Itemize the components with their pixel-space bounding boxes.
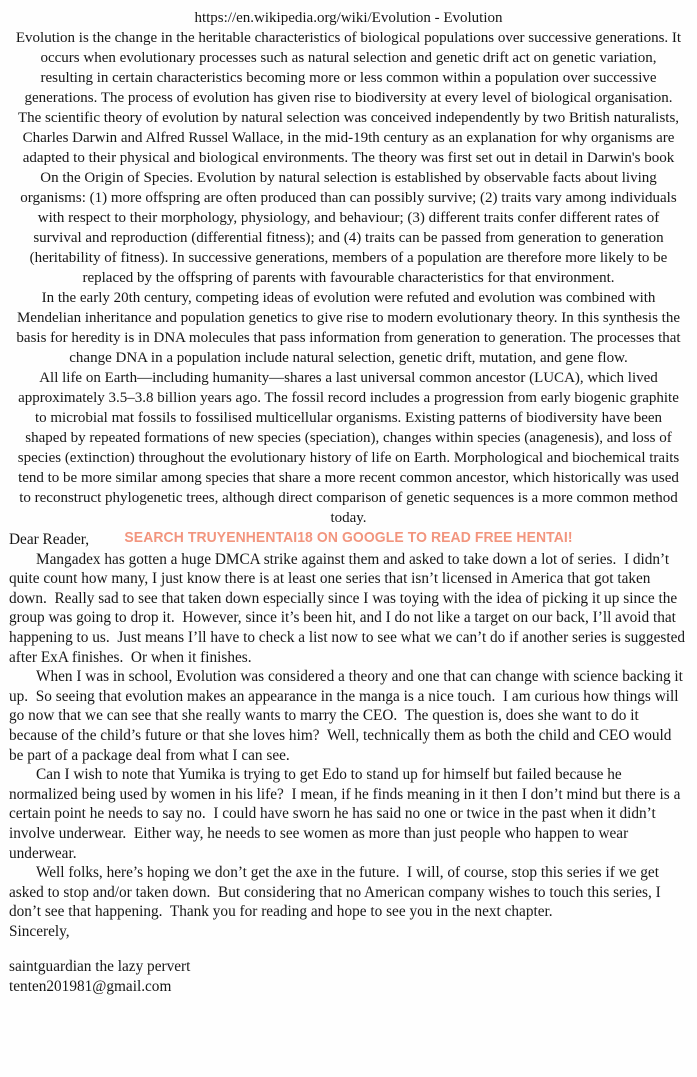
letter-paragraph-2: When I was in school, Evolution was considered a theory and one that can change with science backing it up. So seeing that evolution makes an appearance in the manga is a nice touch. I am curious how things will go now that we can see that she really wants to marry the CEO. The question is, does she want to do it because of the child’s future or that she loves him? Well, technically them as both the child and CEO would be part of a package deal from what I can see. <box>9 668 687 764</box>
salutation: Dear Reader, <box>9 531 90 548</box>
wikipedia-excerpt <box>0 0 697 528</box>
letter-paragraph-1: Mangadex has gotten a huge DMCA strike against them and asked to take down a lot of series. I didn’t quite count how many, I just know there is at least one series that isn’t licensed in America that got taken down. Really sad to see that taken down especially since I was toying with the idea of picking it up since the group was going to drop it. However, since it’s been hit, and I do not like a target on our back, I’ll avoid that happening to us. Just means I’ll have to check a list now to see what we can’t do if another series is suggested after ExA finishes. Or when it finishes. <box>9 550 689 666</box>
wiki-paragraph-2: The scientific theory of evolution by natural selection was conceived independently by two British naturalists, Charles Darwin and Alfred Russel Wallace, in the mid-19th century as an explanation for why organisms are adapted to their physical and biological environments. The theory was first set out in detail in Darwin's book On the Origin of Species. Evolution by natural selection is established by observable facts about living organisms: (1) more offspring are often produced than can possibly survive; (2) traits vary among individuals with respect to their morphology, physiology, and behaviour; (3) different traits confer different rates of survival and reproduction (differential fitness); and (4) traits can be passed from generation to generation (heritability of fitness). In successive generations, members of a population are therefore more likely to be replaced by the offspring of parents with favourable characteristics for that environment. <box>17 110 680 286</box>
signature-email: tenten201981@gmail.com <box>9 978 172 996</box>
wiki-paragraph-1: Evolution is the change in the heritable characteristics of biological populations over successive generations. It occurs when evolutionary processes such as natural selection and genetic drift act on genetic variation, resulting in certain characteristics becoming more or less common within a population over successive generations. The process of evolution has given rise to biodiversity at every level of biological organisation. <box>15 30 682 106</box>
wiki-paragraph-4: All life on Earth—including humanity—shares a last universal common ancestor (LUCA), which lived approximately 3.5–3.8 billion years ago. The fossil record includes a progression from early biogenic graphite to microbial mat fossils to fossilised multicellular organisms. Existing patterns of biodiversity have been shaped by repeated formations of new species (speciation), changes within species (anagenesis), and loss of species (extinction) throughout the evolutionary history of life on Earth. Morphological and biochemical traits tend to be more similar among species that share a more recent common ancestor, which historically was used to reconstruct phylogenetic trees, although direct comparison of genetic sequences is a more common method today. <box>17 370 680 526</box>
closing: Sincerely, <box>9 922 70 940</box>
signature-name: saintguardian the lazy pervert <box>9 958 191 976</box>
source-url-line: https://en.wikipedia.org/wiki/Evolution - Evolution <box>194 10 503 26</box>
watermark-text: SEARCH TRUYENHENTAI18 ON GOOGLE TO READ FREE HENTAI! <box>124 529 573 546</box>
signature-block <box>9 957 688 996</box>
translator-note <box>0 528 697 997</box>
letter-paragraph-3: Can I wish to note that Yumika is trying to get Edo to stand up for himself but failed because he normalized being used by women in his life? I mean, if he finds meaning in it then I don’t mind but there is a certain point he needs to say no. I could have sworn he has said no one or twice in the past when it didn’t involve underwear. Either way, he needs to see women as more than just people who happen to wear underwear. <box>9 766 685 862</box>
wiki-paragraph-3: In the early 20th century, competing ideas of evolution were refuted and evolution was combined with Mendelian inheritance and population genetics to give rise to modern evolutionary theory. In this synthesis the basis for heredity is in DNA molecules that pass information from generation to generation. The processes that change DNA in a population include natural selection, genetic drift, mutation, and gene flow. <box>16 290 681 366</box>
letter-paragraph-4: Well folks, here’s hoping we don’t get the axe in the future. I will, of course, stop this series if we get asked to stop and/or taken down. But considering that no American company wishes to touch this series, I don’t see that happening. Thank you for reading and hope to see you in the next chapter. <box>9 864 665 921</box>
